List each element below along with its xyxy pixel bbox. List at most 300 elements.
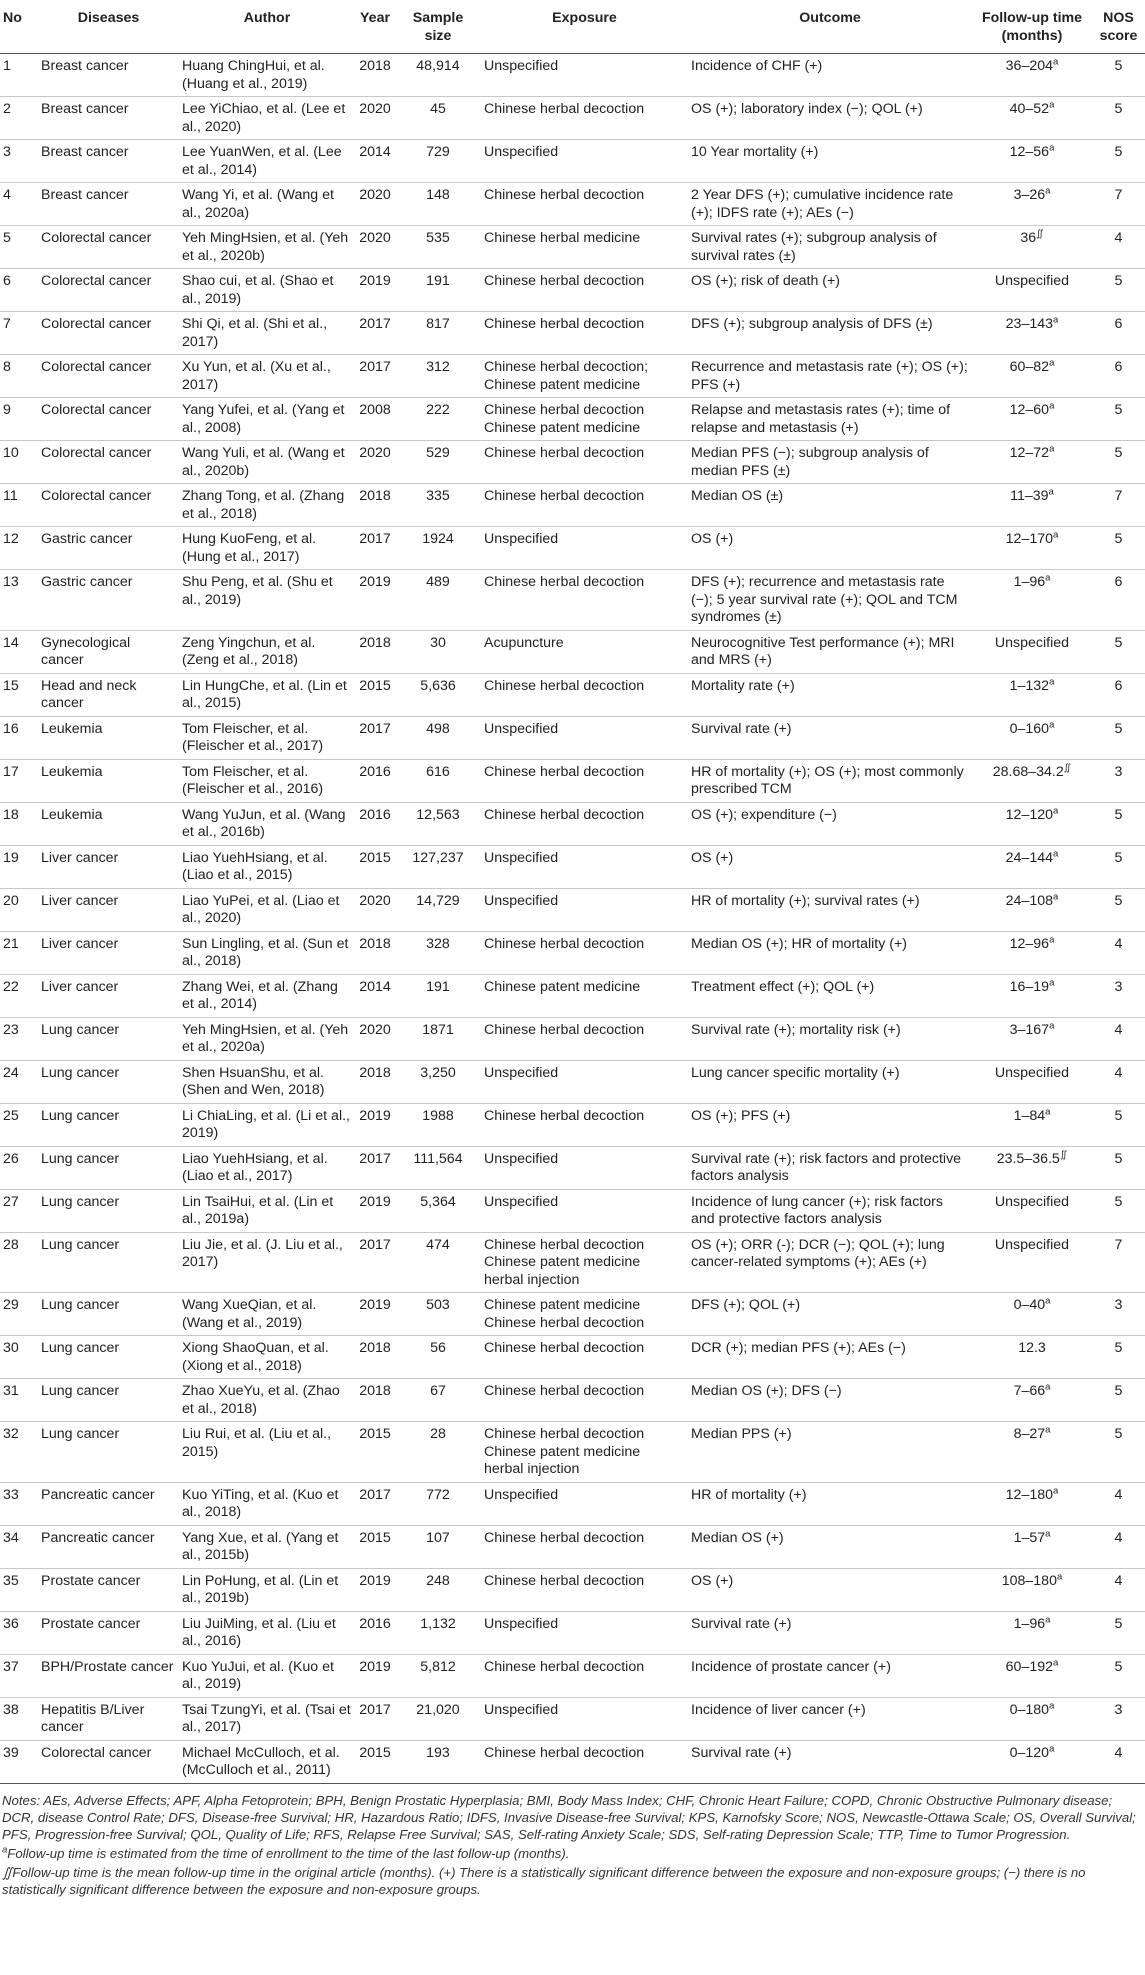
footnote-b-marker: ∬ xyxy=(2,1864,13,1880)
row-sample-size: 12,563 xyxy=(395,802,481,845)
row-nos-score: 5 xyxy=(1092,1379,1145,1422)
row-exposure: Chinese patent medicine xyxy=(481,974,688,1017)
row-year: 2016 xyxy=(355,1611,395,1654)
row-nos-score: 5 xyxy=(1092,1189,1145,1232)
row-disease: Lung cancer xyxy=(38,1336,179,1379)
row-nos-score: 7 xyxy=(1092,183,1145,226)
row-no: 7 xyxy=(0,312,38,355)
row-year: 2017 xyxy=(355,1146,395,1189)
table-notes xyxy=(0,1784,1145,1898)
row-sample-size: 1871 xyxy=(395,1017,481,1060)
row-author: Tsai TzungYi, et al. (Tsai et al., 2017) xyxy=(179,1697,355,1740)
row-author: Lin TsaiHui, et al. (Lin et al., 2019a) xyxy=(179,1189,355,1232)
footnote-a-marker: a xyxy=(2,1844,8,1856)
row-nos-score: 5 xyxy=(1092,1654,1145,1697)
row-sample-size: 21,020 xyxy=(395,1697,481,1740)
row-disease: Colorectal cancer xyxy=(38,312,179,355)
row-follow-up: 36–204$^a$ xyxy=(972,54,1092,97)
row-year: 2016 xyxy=(355,759,395,802)
row-no: 2 xyxy=(0,97,38,140)
row-follow-up: Unspecified xyxy=(972,630,1092,673)
row-follow-up: 60–82$^a$ xyxy=(972,355,1092,398)
row-disease: Colorectal cancer xyxy=(38,226,179,269)
row-year: 2018 xyxy=(355,484,395,527)
row-disease: Lung cancer xyxy=(38,1379,179,1422)
row-outcome: Survival rate (+) xyxy=(688,1740,972,1783)
row-nos-score: 6 xyxy=(1092,570,1145,631)
follow-up-footnote-marker: a xyxy=(1053,1656,1059,1668)
row-outcome: Mortality rate (+) xyxy=(688,673,972,716)
row-year: 2017 xyxy=(355,355,395,398)
row-author: Wang XueQian, et al. (Wang et al., 2019) xyxy=(179,1293,355,1336)
footnote-b: ∬Follow-up time is the mean follow-up time in the original article (months). (+) There is a statistically significant difference between the exposure and non-exposure groups; (−) there is no statistically significant difference between the exposure and non-exposure groups. xyxy=(2,1864,1086,1897)
row-nos-score: 6 xyxy=(1092,673,1145,716)
row-follow-up: 24–144$^a$ xyxy=(972,845,1092,888)
row-disease: BPH/Prostate cancer xyxy=(38,1654,179,1697)
row-outcome: DFS (+); QOL (+) xyxy=(688,1293,972,1336)
row-follow-up: 24–108$^a$ xyxy=(972,888,1092,931)
table-row xyxy=(0,974,1145,1017)
row-year: 2017 xyxy=(355,1697,395,1740)
table-row xyxy=(0,1568,1145,1611)
row-follow-up: 36∬ xyxy=(972,226,1092,269)
row-follow-up: 28.68–34.2∬ xyxy=(972,759,1092,802)
row-exposure: Unspecified xyxy=(481,1189,688,1232)
table-row xyxy=(0,1103,1145,1146)
row-exposure: Chinese herbal decoction xyxy=(481,269,688,312)
row-sample-size: 111,564 xyxy=(395,1146,481,1189)
table-body xyxy=(0,54,1145,1784)
row-no: 4 xyxy=(0,183,38,226)
row-nos-score: 4 xyxy=(1092,1740,1145,1783)
follow-up-footnote-marker: ∬ xyxy=(1063,761,1072,773)
row-nos-score: 5 xyxy=(1092,441,1145,484)
row-outcome: DFS (+); subgroup analysis of DFS (±) xyxy=(688,312,972,355)
row-follow-up: 12–170$^a$ xyxy=(972,527,1092,570)
row-exposure: Chinese herbal decoction xyxy=(481,570,688,631)
row-author: Zhang Tong, et al. (Zhang et al., 2018) xyxy=(179,484,355,527)
row-nos-score: 4 xyxy=(1092,226,1145,269)
row-no: 39 xyxy=(0,1740,38,1783)
follow-up-footnote-marker: a xyxy=(1045,1381,1051,1393)
row-outcome: Incidence of lung cancer (+); risk factors and protective factors analysis xyxy=(688,1189,972,1232)
row-year: 2019 xyxy=(355,570,395,631)
row-exposure: Chinese herbal decoction Chinese patent medicine xyxy=(481,398,688,441)
row-author: Lee YuanWen, et al. (Lee et al., 2014) xyxy=(179,140,355,183)
row-nos-score: 5 xyxy=(1092,1611,1145,1654)
table-row xyxy=(0,1336,1145,1379)
row-year: 2018 xyxy=(355,931,395,974)
header-sample-size: Sample size xyxy=(395,0,481,54)
table-row xyxy=(0,183,1145,226)
table-row xyxy=(0,226,1145,269)
follow-up-footnote-marker: ∬ xyxy=(1036,228,1044,240)
row-disease: Head and neck cancer xyxy=(38,673,179,716)
row-sample-size: 1,132 xyxy=(395,1611,481,1654)
row-no: 38 xyxy=(0,1697,38,1740)
row-outcome: Median PPS (+) xyxy=(688,1422,972,1483)
table-row xyxy=(0,140,1145,183)
row-exposure: Chinese herbal decoction xyxy=(481,1525,688,1568)
row-outcome: OS (+); laboratory index (−); QOL (+) xyxy=(688,97,972,140)
row-follow-up: 12–180$^a$ xyxy=(972,1482,1092,1525)
row-sample-size: 1988 xyxy=(395,1103,481,1146)
row-disease: Leukemia xyxy=(38,759,179,802)
row-nos-score: 4 xyxy=(1092,1482,1145,1525)
row-exposure: Unspecified xyxy=(481,1146,688,1189)
row-sample-size: 222 xyxy=(395,398,481,441)
header-outcome: Outcome xyxy=(688,0,972,54)
row-no: 32 xyxy=(0,1422,38,1483)
row-exposure: Chinese herbal medicine xyxy=(481,226,688,269)
row-outcome: OS (+); expenditure (−) xyxy=(688,802,972,845)
row-outcome: DCR (+); median PFS (+); AEs (−) xyxy=(688,1336,972,1379)
row-nos-score: 5 xyxy=(1092,1422,1145,1483)
row-author: Wang Yuli, et al. (Wang et al., 2020b) xyxy=(179,441,355,484)
row-outcome: 10 Year mortality (+) xyxy=(688,140,972,183)
row-nos-score: 3 xyxy=(1092,1697,1145,1740)
row-exposure: Chinese herbal decoction Chinese patent medicine herbal injection xyxy=(481,1232,688,1293)
row-disease: Lung cancer xyxy=(38,1293,179,1336)
row-follow-up: 0–180$^a$ xyxy=(972,1697,1092,1740)
follow-up-footnote-marker: a xyxy=(1049,1019,1055,1031)
table-row xyxy=(0,716,1145,759)
table-row xyxy=(0,1189,1145,1232)
table-row xyxy=(0,1482,1145,1525)
table-row xyxy=(0,1697,1145,1740)
row-year: 2014 xyxy=(355,974,395,1017)
table-row xyxy=(0,97,1145,140)
header-exposure: Exposure xyxy=(481,0,688,54)
row-author: Michael McCulloch, et al. (McCulloch et al., 2011) xyxy=(179,1740,355,1783)
follow-up-footnote-marker: a xyxy=(1053,314,1059,326)
row-disease: Lung cancer xyxy=(38,1146,179,1189)
row-nos-score: 5 xyxy=(1092,802,1145,845)
row-outcome: Survival rate (+); risk factors and protective factors analysis xyxy=(688,1146,972,1189)
follow-up-footnote-marker: a xyxy=(1045,1527,1051,1539)
row-nos-score: 5 xyxy=(1092,140,1145,183)
row-author: Li ChiaLing, et al. (Li et al., 2019) xyxy=(179,1103,355,1146)
follow-up-footnote-marker: a xyxy=(1049,443,1055,455)
row-author: Shu Peng, et al. (Shu et al., 2019) xyxy=(179,570,355,631)
row-exposure: Chinese herbal decoction xyxy=(481,1017,688,1060)
row-year: 2020 xyxy=(355,183,395,226)
row-outcome: Incidence of liver cancer (+) xyxy=(688,1697,972,1740)
row-year: 2020 xyxy=(355,441,395,484)
row-sample-size: 5,812 xyxy=(395,1654,481,1697)
row-outcome: Median OS (±) xyxy=(688,484,972,527)
follow-up-footnote-marker: ∬ xyxy=(1059,1148,1068,1160)
row-no: 9 xyxy=(0,398,38,441)
row-year: 2019 xyxy=(355,1103,395,1146)
row-exposure: Chinese herbal decoction xyxy=(481,1379,688,1422)
row-author: Liao YuehHsiang, et al. (Liao et al., 2017) xyxy=(179,1146,355,1189)
row-outcome: Lung cancer specific mortality (+) xyxy=(688,1060,972,1103)
row-follow-up: 1–96$^a$ xyxy=(972,1611,1092,1654)
row-year: 2015 xyxy=(355,673,395,716)
row-exposure: Unspecified xyxy=(481,140,688,183)
row-no: 35 xyxy=(0,1568,38,1611)
row-disease: Breast cancer xyxy=(38,97,179,140)
row-year: 2018 xyxy=(355,630,395,673)
row-outcome: OS (+); risk of death (+) xyxy=(688,269,972,312)
row-author: Zhang Wei, et al. (Zhang et al., 2014) xyxy=(179,974,355,1017)
row-sample-size: 616 xyxy=(395,759,481,802)
row-outcome: HR of mortality (+); OS (+); most commonly prescribed TCM xyxy=(688,759,972,802)
row-no: 36 xyxy=(0,1611,38,1654)
row-no: 28 xyxy=(0,1232,38,1293)
follow-up-footnote-marker: a xyxy=(1045,1105,1051,1117)
row-sample-size: 67 xyxy=(395,1379,481,1422)
table-row xyxy=(0,527,1145,570)
row-year: 2020 xyxy=(355,1017,395,1060)
row-disease: Prostate cancer xyxy=(38,1611,179,1654)
row-nos-score: 5 xyxy=(1092,630,1145,673)
row-no: 21 xyxy=(0,931,38,974)
row-disease: Leukemia xyxy=(38,802,179,845)
row-sample-size: 328 xyxy=(395,931,481,974)
row-nos-score: 5 xyxy=(1092,527,1145,570)
row-nos-score: 7 xyxy=(1092,484,1145,527)
row-follow-up: 12–60$^a$ xyxy=(972,398,1092,441)
table-row xyxy=(0,888,1145,931)
row-follow-up: 16–19$^a$ xyxy=(972,974,1092,1017)
row-year: 2019 xyxy=(355,1568,395,1611)
row-follow-up: 1–96$^a$ xyxy=(972,570,1092,631)
row-sample-size: 489 xyxy=(395,570,481,631)
table-row xyxy=(0,1060,1145,1103)
row-year: 2019 xyxy=(355,269,395,312)
row-follow-up: Unspecified xyxy=(972,269,1092,312)
row-year: 2018 xyxy=(355,1060,395,1103)
row-outcome: Survival rate (+); mortality risk (+) xyxy=(688,1017,972,1060)
follow-up-footnote-marker: a xyxy=(1053,804,1059,816)
row-author: Shi Qi, et al. (Shi et al., 2017) xyxy=(179,312,355,355)
table-row xyxy=(0,802,1145,845)
row-sample-size: 335 xyxy=(395,484,481,527)
row-sample-size: 817 xyxy=(395,312,481,355)
row-exposure: Chinese herbal decoction xyxy=(481,802,688,845)
row-follow-up: 12–72$^a$ xyxy=(972,441,1092,484)
row-disease: Colorectal cancer xyxy=(38,355,179,398)
row-disease: Liver cancer xyxy=(38,931,179,974)
row-follow-up: 60–192$^a$ xyxy=(972,1654,1092,1697)
row-nos-score: 5 xyxy=(1092,1146,1145,1189)
table-row xyxy=(0,1379,1145,1422)
row-no: 26 xyxy=(0,1146,38,1189)
follow-up-footnote-marker: a xyxy=(1049,357,1055,369)
row-no: 18 xyxy=(0,802,38,845)
row-exposure: Chinese herbal decoction xyxy=(481,1336,688,1379)
table-row xyxy=(0,759,1145,802)
row-outcome: HR of mortality (+); survival rates (+) xyxy=(688,888,972,931)
row-outcome: Survival rate (+) xyxy=(688,1611,972,1654)
row-disease: Gastric cancer xyxy=(38,570,179,631)
row-disease: Breast cancer xyxy=(38,140,179,183)
follow-up-footnote-marker: a xyxy=(1053,890,1059,902)
row-exposure: Chinese herbal decoction xyxy=(481,1103,688,1146)
row-nos-score: 4 xyxy=(1092,1060,1145,1103)
table-row xyxy=(0,1740,1145,1783)
row-exposure: Chinese herbal decoction xyxy=(481,1654,688,1697)
row-exposure: Chinese herbal decoction xyxy=(481,484,688,527)
table-row xyxy=(0,398,1145,441)
row-follow-up: 12–120$^a$ xyxy=(972,802,1092,845)
row-exposure: Chinese herbal decoction Chinese patent medicine herbal injection xyxy=(481,1422,688,1483)
header-author: Author xyxy=(179,0,355,54)
row-year: 2017 xyxy=(355,1482,395,1525)
row-outcome: 2 Year DFS (+); cumulative incidence rate (+); IDFS rate (+); AEs (−) xyxy=(688,183,972,226)
row-follow-up: 1–84$^a$ xyxy=(972,1103,1092,1146)
row-nos-score: 4 xyxy=(1092,1017,1145,1060)
row-no: 14 xyxy=(0,630,38,673)
table-row xyxy=(0,931,1145,974)
follow-up-footnote-marker: a xyxy=(1053,529,1059,541)
row-outcome: HR of mortality (+) xyxy=(688,1482,972,1525)
row-author: Lin HungChe, et al. (Lin et al., 2015) xyxy=(179,673,355,716)
row-year: 2018 xyxy=(355,1336,395,1379)
row-no: 8 xyxy=(0,355,38,398)
row-year: 2016 xyxy=(355,802,395,845)
row-no: 24 xyxy=(0,1060,38,1103)
row-nos-score: 4 xyxy=(1092,1525,1145,1568)
follow-up-footnote-marker: a xyxy=(1049,400,1055,412)
row-year: 2017 xyxy=(355,312,395,355)
row-no: 11 xyxy=(0,484,38,527)
row-outcome: Neurocognitive Test performance (+); MRI and MRS (+) xyxy=(688,630,972,673)
row-follow-up: 3–167$^a$ xyxy=(972,1017,1092,1060)
follow-up-footnote-marker: a xyxy=(1049,718,1055,730)
row-year: 2017 xyxy=(355,527,395,570)
row-author: Yang Yufei, et al. (Yang et al., 2008) xyxy=(179,398,355,441)
row-no: 13 xyxy=(0,570,38,631)
row-author: Lin PoHung, et al. (Lin et al., 2019b) xyxy=(179,1568,355,1611)
header-nos-score: NOS score xyxy=(1092,0,1145,54)
row-disease: Colorectal cancer xyxy=(38,441,179,484)
table-row xyxy=(0,269,1145,312)
row-no: 6 xyxy=(0,269,38,312)
row-exposure: Unspecified xyxy=(481,845,688,888)
row-outcome: Survival rates (+); subgroup analysis of survival rates (±) xyxy=(688,226,972,269)
row-outcome: DFS (+); recurrence and metastasis rate (−); 5 year survival rate (+); QOL and TCM syndromes (±) xyxy=(688,570,972,631)
row-disease: Hepatitis B/Liver cancer xyxy=(38,1697,179,1740)
row-no: 12 xyxy=(0,527,38,570)
follow-up-footnote-marker: a xyxy=(1045,1424,1051,1436)
row-no: 1 xyxy=(0,54,38,97)
row-outcome: Median PFS (−); subgroup analysis of median PFS (±) xyxy=(688,441,972,484)
row-exposure: Unspecified xyxy=(481,1697,688,1740)
row-outcome: OS (+); ORR (-); DCR (−); QOL (+); lung cancer-related symptoms (+); AEs (+) xyxy=(688,1232,972,1293)
row-sample-size: 148 xyxy=(395,183,481,226)
row-sample-size: 529 xyxy=(395,441,481,484)
row-author: Zhao XueYu, et al. (Zhao et al., 2018) xyxy=(179,1379,355,1422)
row-nos-score: 5 xyxy=(1092,716,1145,759)
table-row xyxy=(0,1654,1145,1697)
row-exposure: Chinese herbal decoction xyxy=(481,673,688,716)
row-year: 2019 xyxy=(355,1189,395,1232)
row-exposure: Acupuncture xyxy=(481,630,688,673)
row-author: Xu Yun, et al. (Xu et al., 2017) xyxy=(179,355,355,398)
row-sample-size: 772 xyxy=(395,1482,481,1525)
row-follow-up: 23–143$^a$ xyxy=(972,312,1092,355)
row-no: 30 xyxy=(0,1336,38,1379)
follow-up-footnote-marker: a xyxy=(1045,1295,1051,1307)
row-disease: Liver cancer xyxy=(38,888,179,931)
row-follow-up: 23.5–36.5∬ xyxy=(972,1146,1092,1189)
table-row xyxy=(0,1611,1145,1654)
table-row xyxy=(0,570,1145,631)
row-outcome: Median OS (+); DFS (−) xyxy=(688,1379,972,1422)
row-sample-size: 191 xyxy=(395,974,481,1017)
header-diseases: Diseases xyxy=(38,0,179,54)
row-outcome: Recurrence and metastasis rate (+); OS (+); PFS (+) xyxy=(688,355,972,398)
row-outcome: Survival rate (+) xyxy=(688,716,972,759)
row-no: 31 xyxy=(0,1379,38,1422)
row-no: 20 xyxy=(0,888,38,931)
row-no: 34 xyxy=(0,1525,38,1568)
row-follow-up: 1–57$^a$ xyxy=(972,1525,1092,1568)
row-follow-up: 8–27$^a$ xyxy=(972,1422,1092,1483)
row-sample-size: 474 xyxy=(395,1232,481,1293)
row-sample-size: 1924 xyxy=(395,527,481,570)
row-year: 2019 xyxy=(355,1654,395,1697)
row-year: 2020 xyxy=(355,97,395,140)
follow-up-footnote-marker: a xyxy=(1049,1742,1055,1754)
row-author: Liu Jie, et al. (J. Liu et al., 2017) xyxy=(179,1232,355,1293)
follow-up-footnote-marker: a xyxy=(1049,1699,1055,1711)
row-nos-score: 5 xyxy=(1092,269,1145,312)
row-author: Zeng Yingchun, et al. (Zeng et al., 2018) xyxy=(179,630,355,673)
row-follow-up: 108–180$^a$ xyxy=(972,1568,1092,1611)
row-sample-size: 5,636 xyxy=(395,673,481,716)
table-row xyxy=(0,673,1145,716)
row-follow-up: 0–40$^a$ xyxy=(972,1293,1092,1336)
row-disease: Colorectal cancer xyxy=(38,269,179,312)
row-sample-size: 503 xyxy=(395,1293,481,1336)
table-row xyxy=(0,1422,1145,1483)
table-row xyxy=(0,1525,1145,1568)
row-nos-score: 5 xyxy=(1092,1103,1145,1146)
row-nos-score: 6 xyxy=(1092,355,1145,398)
row-disease: Pancreatic cancer xyxy=(38,1482,179,1525)
row-exposure: Chinese herbal decoction xyxy=(481,441,688,484)
row-exposure: Chinese herbal decoction xyxy=(481,759,688,802)
row-sample-size: 48,914 xyxy=(395,54,481,97)
row-sample-size: 28 xyxy=(395,1422,481,1483)
row-no: 3 xyxy=(0,140,38,183)
table-header xyxy=(0,0,1145,54)
row-author: Yeh MingHsien, et al. (Yeh et al., 2020b) xyxy=(179,226,355,269)
table-row xyxy=(0,54,1145,97)
row-outcome: Median OS (+); HR of mortality (+) xyxy=(688,931,972,974)
abbreviations-note: Notes: AEs, Adverse Effects; APF, Alpha Fetoprotein; BPH, Benign Prostatic Hyperplasia; BMI, Body Mass Index; CHF, Chronic Heart Failure; COPD, Chronic Obstructive Pulmonary disease; DCR, disease Control Rate; DFS, Disease-free Survival; HR, Hazardous Ratio; IDFS, Invasive Disease-free Survival; KPS, Karnofsky Score; NOS, Newcastle-Ottawa Scale; OS, Overall Survival; PFS, Progression-free Survival; QOL, Quality of Life; RFS, Relapse Free Survival; SAS, Self-rating Anxiety Scale; SDS, Self-rating Depression Scale; TTP, Time to Tumor Progression. xyxy=(2,1792,1136,1842)
row-author: Kuo YuJui, et al. (Kuo et al., 2019) xyxy=(179,1654,355,1697)
row-author: Xiong ShaoQuan, et al. (Xiong et al., 2018) xyxy=(179,1336,355,1379)
row-author: Tom Fleischer, et al. (Fleischer et al., 2016) xyxy=(179,759,355,802)
table-row xyxy=(0,1146,1145,1189)
row-disease: Lung cancer xyxy=(38,1017,179,1060)
table-row xyxy=(0,1017,1145,1060)
row-sample-size: 56 xyxy=(395,1336,481,1379)
table-row xyxy=(0,630,1145,673)
row-follow-up: 3–26$^a$ xyxy=(972,183,1092,226)
table-row xyxy=(0,355,1145,398)
row-sample-size: 312 xyxy=(395,355,481,398)
row-nos-score: 5 xyxy=(1092,845,1145,888)
row-follow-up: 1–132$^a$ xyxy=(972,673,1092,716)
row-nos-score: 3 xyxy=(1092,759,1145,802)
row-exposure: Unspecified xyxy=(481,1611,688,1654)
